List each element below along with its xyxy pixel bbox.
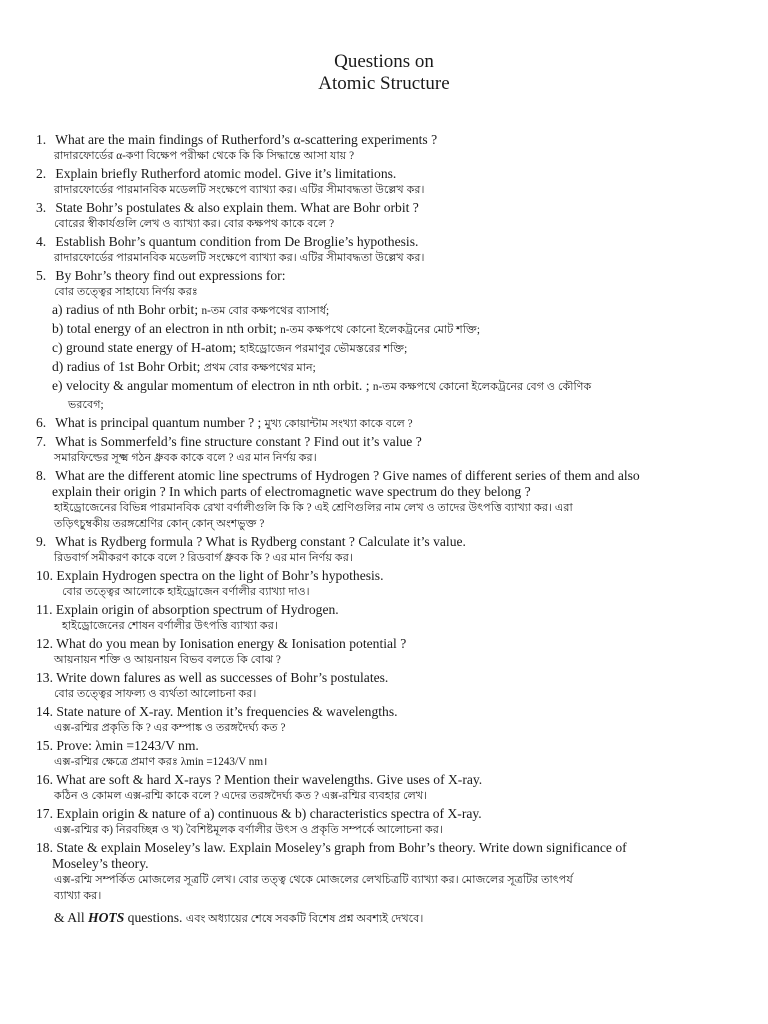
question-text-en: What are the different atomic line spectrums of Hydrogen ? Give names of different series of them and also <box>55 468 640 483</box>
question-number: 11. <box>36 602 53 617</box>
question-text-en: What are soft & hard X-rays ? Mention their wavelengths. Give uses of X-ray. <box>56 772 483 787</box>
question-text-bn: রাদারফোর্ডের পারমানবিক মডেলটি সংক্ষেপে ব্যাখ্যা কর। এটির সীমাবদ্ধতা উল্লেখ কর। <box>54 184 425 196</box>
question-13 <box>36 670 736 686</box>
question-list <box>36 132 736 927</box>
question-9 <box>36 534 736 550</box>
question-text-en: State nature of X-ray. Mention it’s frequencies & wavelengths. <box>56 704 398 719</box>
question-6 <box>36 415 736 432</box>
question-12 <box>36 636 736 652</box>
sub-item-bn: প্রথম বোর কক্ষপথের মান; <box>203 362 316 374</box>
question-text-en-cont: explain their origin ? In which parts of electromagnetic wave spectrum do they belong ? <box>52 484 531 499</box>
question-number: 12. <box>36 636 53 651</box>
question-number: 9. <box>36 534 47 549</box>
question-text-bn: এক্স-রশ্মি সম্পর্কিত মোজলের সূত্রটি লেখ। বোর তত্ত্ব থেকে মোজলের লেখচিত্রটি ব্যাখ্যা কর। মোজলের সূত্রটির তাৎপর্য <box>54 874 573 886</box>
question-number: 2. <box>36 166 47 181</box>
question-15 <box>36 738 736 754</box>
question-text-bn: সমারফিল্ডের সূক্ষ্ম গঠন ধ্রুবক কাকে বলে ? এর মান নির্ণয় কর। <box>54 452 317 464</box>
question-text-en: State Bohr’s postulates & also explain them. What are Bohr orbit ? <box>55 200 419 215</box>
question-text-en: Establish Bohr’s quantum condition from De Broglie’s hypothesis. <box>55 234 419 249</box>
sub-item-bn: n-তম কক্ষপথে কোনো ইলেকট্রনের মোট শক্তি; <box>280 324 480 336</box>
question-text-bn: বোর তত্ত্বের সাফল্য ও ব্যর্থতা আলোচনা কর। <box>54 688 257 700</box>
question-text-bn: হাইড্রোজেনের শোষন বর্ণালীর উৎপত্তি ব্যাখ্যা কর। <box>62 620 278 632</box>
footer-prefix: & All <box>54 910 88 925</box>
q5-item-d <box>36 359 736 376</box>
hots-label: HOTS <box>88 910 125 925</box>
question-text-en: Write down falures as well as successes of Bohr’s postulates. <box>56 670 389 685</box>
question-text-bn: রিডবার্গ সমীকরণ কাকে বলে ? রিডবার্গ ধ্রুবক কি ? এর মান নির্ণয় কর। <box>54 552 353 564</box>
q5-item-e-continuation: ভরবেগ; <box>68 399 104 411</box>
question-5 <box>36 268 736 284</box>
question-text-bn: মুখ্য কোয়ান্টাম সংখ্যা কাকে বলে ? <box>264 418 413 430</box>
question-16 <box>36 772 736 788</box>
question-17 <box>36 806 736 822</box>
question-number: 13. <box>36 670 53 685</box>
question-10 <box>36 568 736 584</box>
question-text-bn-cont: তড়িৎচুম্বকীয় তরঙ্গশ্রেণির কোন্ কোন্ অংশভুক্ত ? <box>54 518 265 530</box>
footer-bn: এবং অধ্যায়ের শেষে সবকটি বিশেষ প্রশ্ন অবশ্যই দেখবে। <box>185 913 424 925</box>
q5-item-a <box>36 302 736 319</box>
sub-item-en: e) velocity & angular momentum of electron in nth orbit. ; <box>52 378 373 393</box>
question-text-en-cont: Moseley’s theory. <box>52 856 149 871</box>
question-text-bn: রাদারফোর্ডের α-কণা বিক্ষেপ পরীক্ষা থেকে কি কি সিদ্ধান্তে আসা যায় ? <box>54 150 355 162</box>
sub-item-en: b) total energy of an electron in nth orbit; <box>52 321 281 336</box>
question-2 <box>36 166 736 182</box>
question-text-en: What is Sommerfeld’s fine structure constant ? Find out it’s value ? <box>55 434 422 449</box>
question-text-bn: হাইড্রোজেনের বিভিন্ন পারমানবিক রেখা বর্ণালীগুলি কি কি ? এই শ্রেণিগুলির নাম লেখ ও তাদের উৎপত্তি ব্যাখ্যা কর। এরা <box>54 502 573 514</box>
question-number: 17. <box>36 806 53 821</box>
question-text-bn: এক্স-রশ্মির প্রকৃতি কি ? এর কম্পাঙ্ক ও তরঙ্গদৈর্ঘ্য কত ? <box>54 722 286 734</box>
footer-note <box>36 910 736 927</box>
sub-item-bn: n-তম বোর কক্ষপথের ব্যাসার্ধ; <box>201 305 330 317</box>
page-title-line2: Atomic Structure <box>318 73 450 94</box>
question-number: 7. <box>36 434 47 449</box>
question-text-bn: বোর তত্ত্বের আলোকে হাইড্রোজেন বর্ণালীর ব্যাখ্যা দাও। <box>62 586 310 598</box>
question-text-en: By Bohr’s theory find out expressions for: <box>55 268 286 283</box>
sub-item-bn: হাইড্রোজেন পরমাণুর ভৌমস্তরের শক্তি; <box>239 343 408 355</box>
question-14 <box>36 704 736 720</box>
question-text-en: What is principal quantum number ? ; <box>55 415 265 430</box>
question-number: 5. <box>36 268 47 283</box>
q5-item-c <box>36 340 736 357</box>
question-number: 6. <box>36 415 47 430</box>
question-number: 10. <box>36 568 53 583</box>
question-8 <box>36 468 736 484</box>
question-text-en: Explain Hydrogen spectra on the light of Bohr’s hypothesis. <box>56 568 384 583</box>
question-number: 16. <box>36 772 53 787</box>
question-text-en: Prove: λmin =1243/V nm. <box>56 738 199 753</box>
question-11 <box>36 602 736 618</box>
question-text-en: Explain origin of absorption spectrum of Hydrogen. <box>55 602 339 617</box>
question-text-en: What are the main findings of Rutherford’s α-scattering experiments ? <box>55 132 438 147</box>
question-text-en: What do you mean by Ionisation energy & Ionisation potential ? <box>56 636 407 651</box>
q5-item-e <box>36 378 736 395</box>
page-title-line1: Questions on <box>334 51 434 72</box>
question-text-bn: কঠিন ও কোমল এক্স-রশ্মি কাকে বলে ? এদের তরঙ্গদৈর্ঘ্য কত ? এক্স-রশ্মির ব্যবহার লেখ। <box>54 790 428 802</box>
question-text-bn: বোরের স্বীকার্যগুলি লেখ ও ব্যাখ্যা কর। বোর কক্ষপথ কাকে বলে ? <box>54 218 335 230</box>
question-text-bn: আয়নায়ন শক্তি ও আয়নায়ন বিভব বলতে কি বোঝ ? <box>54 654 281 666</box>
question-number: 18. <box>36 840 53 855</box>
question-text-en: Explain briefly Rutherford atomic model. Give it’s limitations. <box>55 166 397 181</box>
question-3 <box>36 200 736 216</box>
question-7 <box>36 434 736 450</box>
question-number: 15. <box>36 738 53 753</box>
sub-item-en: c) ground state energy of H-atom; <box>52 340 240 355</box>
question-text-bn: রাদারফোর্ডের পারমানবিক মডেলটি সংক্ষেপে ব্যাখ্যা কর। এটির সীমাবদ্ধতা উল্লেখ কর। <box>54 252 425 264</box>
question-text-bn: এক্স-রশ্মির ক্ষেত্রে প্রমাণ করঃ λmin =1243/V nm। <box>54 756 268 768</box>
question-number: 4. <box>36 234 47 249</box>
question-number: 14. <box>36 704 53 719</box>
question-text-en: Explain origin & nature of a) continuous & b) characteristics spectra of X-ray. <box>56 806 482 821</box>
sub-item-en: d) radius of 1st Bohr Orbit; <box>52 359 204 374</box>
question-1 <box>36 132 736 148</box>
question-number: 3. <box>36 200 47 215</box>
question-text-en: What is Rydberg formula ? What is Rydberg constant ? Calculate it’s value. <box>55 534 466 549</box>
question-text-bn: এক্স-রশ্মির ক) নিরবচ্ছিন্ন ও খ) বৈশিষ্টমূলক বর্ণালীর উৎস ও প্রকৃতি সম্পর্কে আলোচনা কর। <box>54 824 443 836</box>
footer-suffix: questions. <box>124 910 186 925</box>
question-text-bn: বোর তত্ত্বের সাহায্যে নির্ণয় করঃ <box>54 286 198 298</box>
question-text-bn-cont: ব্যাখ্যা কর। <box>54 890 102 902</box>
sub-item-en: a) radius of nth Bohr orbit; <box>52 302 202 317</box>
sub-item-bn: n-তম কক্ষপথে কোনো ইলেকট্রনের বেগ ও কৌণিক <box>372 381 592 393</box>
question-number: 1. <box>36 132 47 147</box>
question-18 <box>36 840 736 856</box>
question-4 <box>36 234 736 250</box>
question-number: 8. <box>36 468 47 483</box>
question-text-en: State & explain Moseley’s law. Explain Moseley’s graph from Bohr’s theory. Write down significance of <box>56 840 627 855</box>
q5-item-b <box>36 321 736 338</box>
